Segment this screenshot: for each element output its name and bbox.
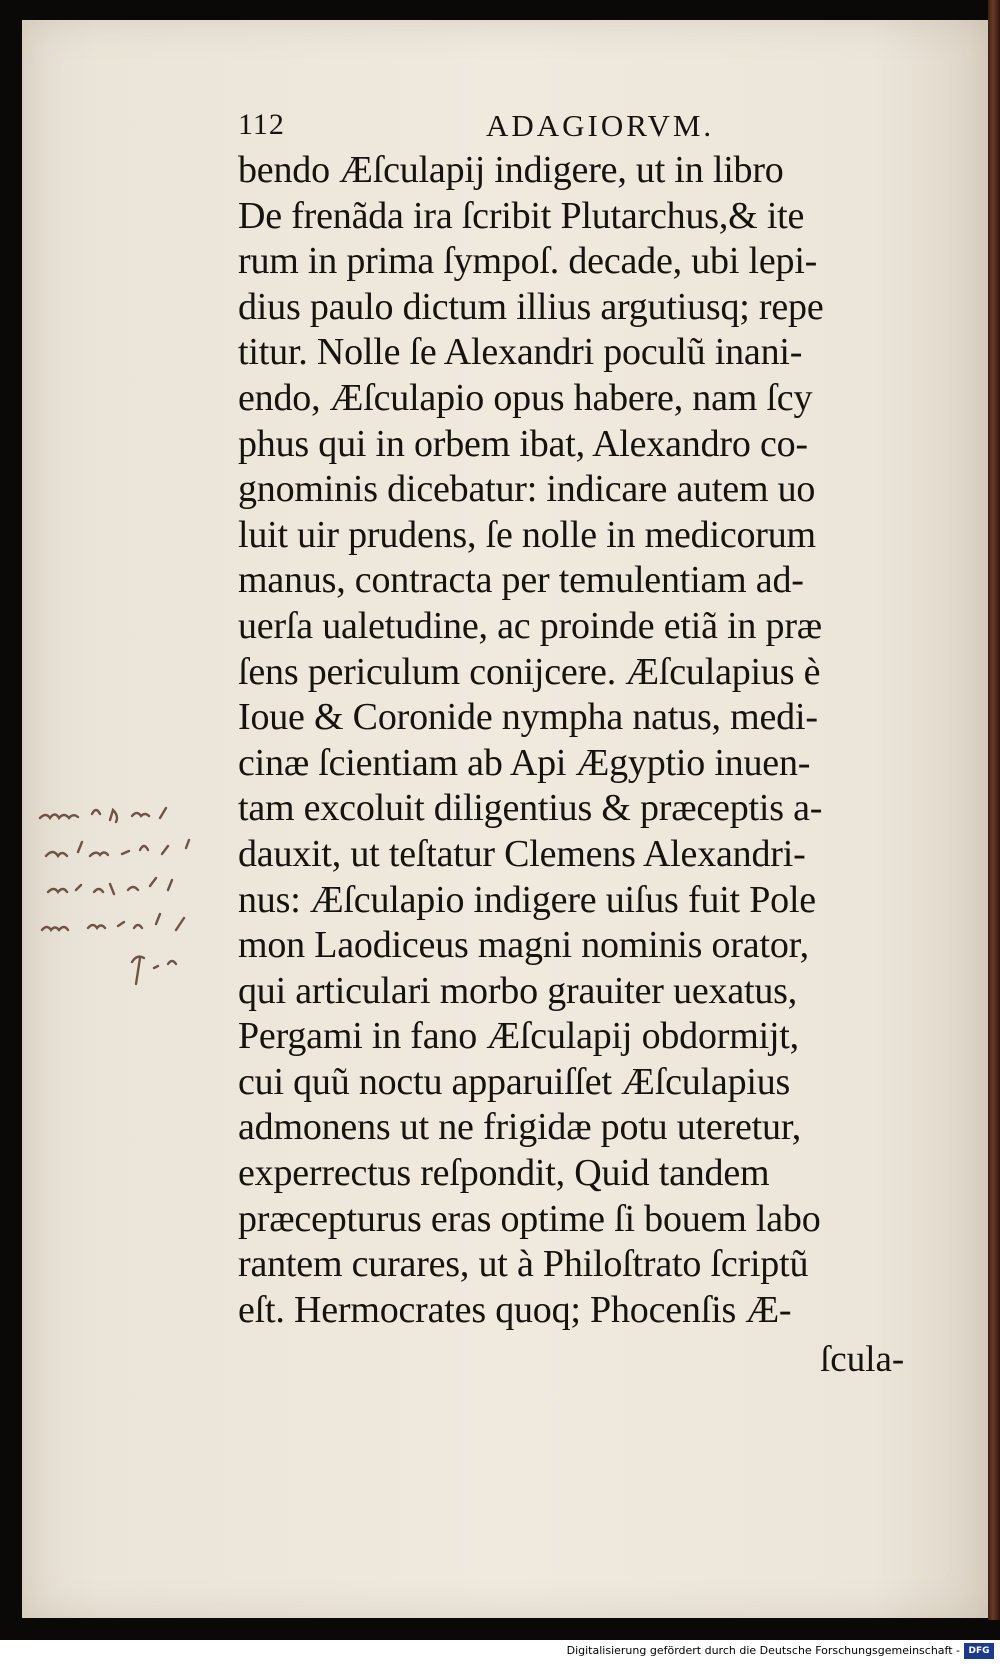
handwritten-marginalia [36, 800, 226, 990]
text-line: nus: Æſculapio indigere uiſus fuit Pole [238, 878, 816, 921]
text-line: titur. Nolle ſe Alexandri poculũ inani- [238, 331, 803, 374]
catchword: ſcula- [820, 1339, 905, 1380]
text-line: Pergami in fano Æſculapij obdormijt, [238, 1015, 799, 1058]
text-line: qui articulari morbo grauiter uexatus, [238, 969, 798, 1012]
text-line: mon Laodiceus magni nominis orator, [238, 924, 809, 967]
text-line: admonens ut ne frigidæ potu uteretur, [238, 1106, 802, 1149]
text-line: rum in prima ſympoſ. decade, ubi lepi- [238, 240, 818, 283]
text-line: cinæ ſcientiam ab Api Ægyptio inuen- [238, 741, 811, 784]
text-line: eſt. Hermocrates quoq; Phocenſis Æ- [238, 1288, 792, 1331]
text-line: tam excoluit diligentius & præceptis a- [238, 787, 823, 830]
text-line: rantem curares, ut à Philoſtrato ſcriptũ [238, 1243, 809, 1286]
text-line: experrectus reſpondit, Quid tandem [238, 1152, 770, 1195]
page-number: 112 [238, 108, 285, 141]
text-line: ſens periculum conijcere. Æſculapius è [238, 650, 821, 693]
text-line: uerſa ualetudine, ac proinde etiã in præ [238, 604, 822, 647]
text-line: cui quũ noctu apparuiſſet Æſculapius [238, 1060, 791, 1103]
text-line: gnominis dicebatur: indicare autem uo [238, 468, 816, 511]
text-line: luit uir prudens, ſe nolle in medicorum [238, 513, 816, 556]
footer-bar [0, 1640, 1000, 1664]
body-text [238, 148, 938, 1333]
book-binding-edge [988, 0, 1000, 1620]
text-line: endo, Æſculapio opus habere, nam ſcy [238, 376, 813, 419]
running-head: ADAGIORVM. [486, 108, 715, 143]
text-line: Ioue & Coronide nympha natus, medi- [238, 696, 818, 739]
digitization-credit: Digitalisierung gefördert durch die Deutsche Forschungsgemeinschaft - [566, 1644, 960, 1657]
text-line: bendo Æſculapij indigere, ut in libro [238, 149, 784, 191]
text-line: dauxit, ut teſtatur Clemens Alexandri- [238, 832, 806, 875]
page-header [238, 108, 778, 148]
text-line: manus, contracta per temulentiam ad- [238, 559, 804, 602]
dfg-logo: DFG [964, 1643, 994, 1659]
text-line: dius paulo dictum illius argutiusq; repe [238, 285, 824, 328]
text-line: De frenãda ira ſcribit Plutarchus,& ite [238, 194, 805, 237]
text-line: præcepturus eras optime ſi bouem labo [238, 1197, 821, 1240]
text-line: phus qui in orbem ibat, Alexandro co- [238, 422, 808, 465]
